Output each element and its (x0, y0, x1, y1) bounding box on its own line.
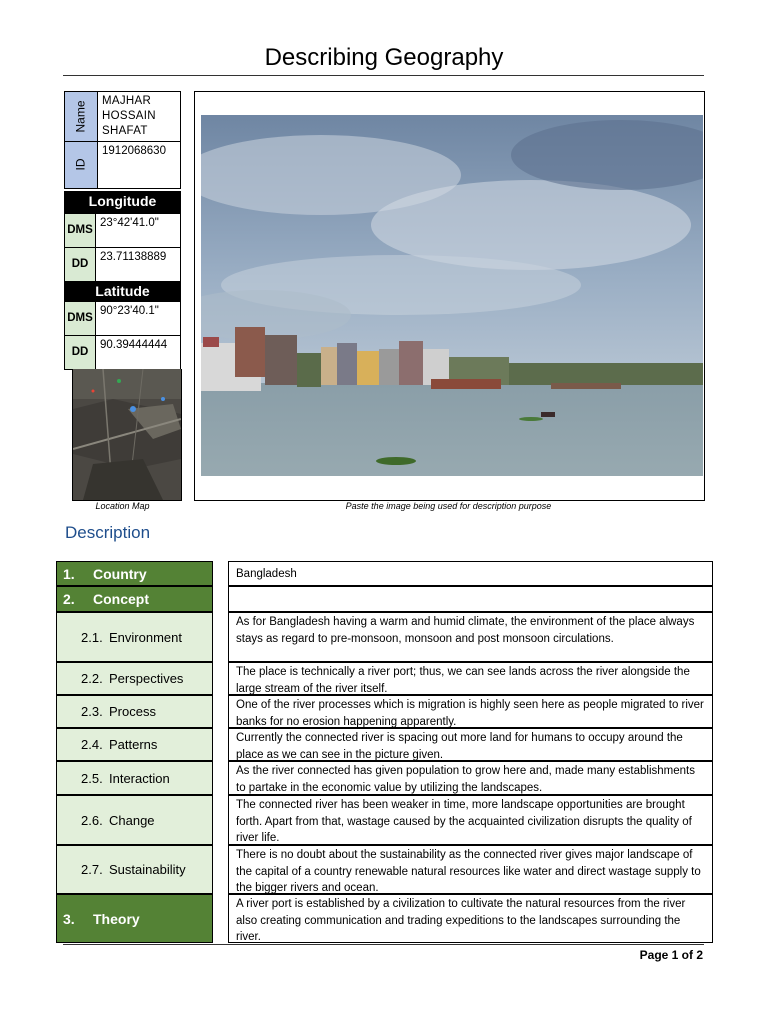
row-patterns-label: 2.4. Patterns (56, 728, 213, 761)
row-concept-label: 2. Concept (56, 586, 213, 612)
row-theory-value: A river port is established by a civilization to cultivate the natural resources from the river also creating communication and trading expeditions to the landscapes surrounding the river. (228, 894, 713, 943)
row-concept-value (228, 586, 713, 612)
title-rule (63, 75, 704, 76)
latitude-dms-label: DMS (65, 302, 96, 336)
name-value: MAJHAR HOSSAIN SHAFAT (98, 92, 181, 142)
row-country-value: Bangladesh (228, 561, 713, 586)
id-label: ID (73, 158, 88, 171)
row-process-value: One of the river processes which is migration is highly seen here as people migrated to river banks for no erosion happening apparently. (228, 695, 713, 728)
row-interaction-value: As the river connected has given population to grow here and, made many establishments to partake in the economic value by utilizing the landscapes. (228, 761, 713, 795)
document-title: Describing Geography (264, 44, 504, 71)
row-sustainability-value: There is no doubt about the sustainability as the connected river gives major landscape of the capital of a country renewable natural resources like water and direct wastage supply to the bigger rivers and ocean. (228, 845, 713, 894)
longitude-dms-value: 23°42'41.0" (96, 214, 181, 248)
longitude-dms-label: DMS (65, 214, 96, 248)
page-number: Page 1 of 2 (639, 948, 703, 962)
row-process-label: 2.3. Process (56, 695, 213, 728)
row-interaction-label: 2.5. Interaction (56, 761, 213, 795)
name-label: Name (73, 99, 88, 133)
latitude-header: Latitude (65, 282, 181, 302)
row-change-label: 2.6. Change (56, 795, 213, 845)
coordinates-table (64, 191, 181, 370)
river-port-photo (201, 115, 703, 476)
description-heading: Description (65, 523, 151, 542)
row-perspectives-label: 2.2. Perspectives (56, 662, 213, 695)
latitude-dd-label: DD (65, 336, 96, 370)
longitude-header: Longitude (65, 192, 181, 214)
row-country-label: 1. Country (56, 561, 213, 586)
row-perspectives-value: The place is technically a river port; thus, we can see lands across the river alongside the large stream of the river itself. (228, 662, 713, 695)
image-caption: Paste the image being used for description purpose (345, 501, 552, 511)
longitude-dd-label: DD (65, 248, 96, 282)
name-label-cell (65, 92, 98, 142)
row-theory-label: 3. Theory (56, 894, 213, 943)
row-change-value: The connected river has been weaker in time, more landscape opportunities are brought forth. Apart from that, wastage caused by the acquainted civilization disrupts the quality of river life. (228, 795, 713, 845)
id-value: 1912068630 (98, 142, 181, 189)
latitude-dd-value: 90.39444444 (96, 336, 181, 370)
location-map-caption: Location Map (95, 501, 150, 511)
row-patterns-value: Currently the connected river is spacing out more land for humans to occupy around the place as we can see in the picture given. (228, 728, 713, 761)
latitude-dms-value: 90°23'40.1" (96, 302, 181, 336)
row-environment-label: 2.1. Environment (56, 612, 213, 662)
longitude-dd-value: 23.71138889 (96, 248, 181, 282)
row-sustainability-label: 2.7. Sustainability (56, 845, 213, 894)
id-label-cell (65, 142, 98, 189)
footer-rule (63, 944, 704, 945)
location-map-image (72, 369, 182, 501)
row-environment-value: As for Bangladesh having a warm and humid climate, the environment of the place always stays as regard to pre-monsoon, monsoon and post monsoon circulations. (228, 612, 713, 662)
student-info-table (64, 91, 181, 189)
